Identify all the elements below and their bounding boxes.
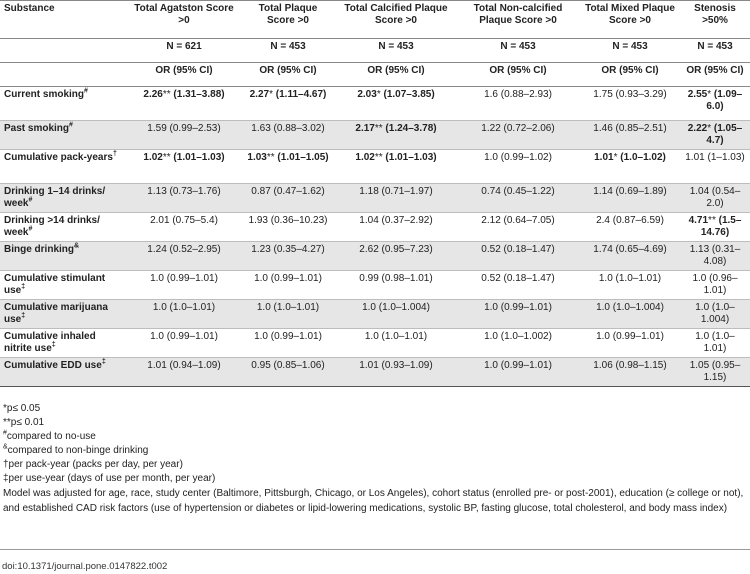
cell-significance: *	[613, 152, 618, 163]
footnote-use-year: ‡per use-year (days of use per month, per year)	[3, 473, 216, 484]
table-row	[0, 150, 750, 184]
cell-significance: **	[374, 123, 383, 134]
table-cell	[240, 87, 336, 121]
header-substance: Substance	[4, 3, 55, 14]
footnote-p05: *p≤ 0.05	[3, 403, 41, 414]
cell-ci: (1.01–1.03)	[382, 152, 437, 163]
row-label-text: Cumulative marijuana use	[4, 302, 108, 325]
n-mixed: N = 453	[612, 41, 648, 52]
row-label	[0, 300, 128, 329]
table-cell	[336, 150, 456, 184]
table-cell: 1.18 (0.71–1.97)	[336, 184, 456, 213]
row-label-mark: #	[69, 121, 73, 129]
table-cell: 1.93 (0.36–10.23)	[248, 215, 328, 226]
table-row	[0, 242, 750, 271]
table-cell: 1.0 (0.96–1.01)	[692, 273, 738, 296]
row-label-mark: †	[112, 150, 117, 158]
table-cell	[240, 150, 336, 184]
table-cell: 1.6 (0.88–2.93)	[484, 89, 552, 100]
cell-significance: *	[269, 89, 273, 100]
row-label-mark: #	[84, 87, 88, 95]
table-cell	[336, 121, 456, 150]
table-cell: 1.23 (0.35–4.27)	[240, 242, 336, 271]
table-cell: 1.01 (1–1.03)	[685, 152, 745, 163]
table-row	[0, 213, 750, 242]
or-header: OR (95% CI)	[489, 65, 547, 76]
cell-or-value: 1.01	[594, 152, 614, 163]
table-cell: 1.0 (1.0–1.004)	[580, 300, 680, 329]
footnote-no-use	[0, 430, 750, 444]
footnote-mark: &	[3, 443, 8, 451]
cell-ci: (1.5–14.76)	[700, 215, 742, 238]
table-row	[0, 271, 750, 300]
cell-or-value: 1.02	[143, 152, 163, 163]
row-label-mark: ‡	[21, 312, 26, 320]
cell-ci: (1.01–1.03)	[170, 152, 225, 163]
row-label-mark: ‡	[21, 283, 26, 291]
table-cell: 1.75 (0.93–3.29)	[593, 89, 667, 100]
row-label-mark: #	[28, 225, 33, 233]
table-header	[0, 1, 750, 87]
row-label-text: Cumulative stimulant use	[4, 273, 106, 296]
footnote-p01: **p≤ 0.01	[3, 417, 45, 428]
header-blank-or	[0, 63, 128, 87]
cell-ci: (1.24–3.78)	[382, 123, 437, 134]
cell-or-value: 2.26	[143, 89, 163, 100]
cell-or-value: 2.22	[687, 123, 708, 134]
table-cell: 1.0 (0.99–1.01)	[150, 273, 218, 284]
cell-or-value: 1.03	[247, 152, 267, 163]
header-agatston: Total Agatston Score >0	[134, 3, 234, 26]
row-label-text: Drinking 1–14 drinks/ week	[4, 186, 106, 209]
cell-ci: (1.0–1.02)	[617, 152, 666, 163]
table-cell: 0.87 (0.47–1.62)	[240, 184, 336, 213]
table-cell: 1.13 (0.31–4.08)	[680, 242, 750, 271]
table-cell: 1.0 (0.99–1.01)	[254, 331, 322, 342]
table-cell: 1.0 (0.99–1.01)	[456, 300, 580, 329]
row-label-text: Cumulative pack-years	[4, 152, 113, 163]
row-label	[0, 184, 128, 213]
cell-or-value: 1.02	[355, 152, 375, 163]
table-cell: 1.01 (0.93–1.09)	[336, 358, 456, 387]
cell-significance: **	[266, 152, 275, 163]
row-label-text: Binge drinking	[4, 244, 74, 255]
or-header: OR (95% CI)	[686, 65, 744, 76]
table-cell: 0.99 (0.98–1.01)	[359, 273, 433, 284]
table-cell	[680, 87, 750, 121]
table-row	[0, 121, 750, 150]
header-calcified: Total Calcified Plaque Score >0	[344, 3, 448, 26]
cell-or-value: 2.55	[687, 89, 708, 100]
row-label-text: Cumulative inhaled nitrite use	[4, 331, 96, 354]
table-cell: 1.46 (0.85–2.51)	[580, 121, 680, 150]
cell-ci: (1.31–3.88)	[170, 89, 225, 100]
row-label-text: Current smoking	[4, 89, 85, 100]
or-header: OR (95% CI)	[601, 65, 659, 76]
header-plaque: Total Plaque Score >0	[258, 3, 318, 26]
table-cell: 1.22 (0.72–2.06)	[456, 121, 580, 150]
table-row	[0, 184, 750, 213]
header-noncalcified: Total Non-calcified Plaque Score >0	[473, 3, 563, 26]
cell-significance: **	[162, 152, 171, 163]
table-body	[0, 87, 750, 387]
table-footnotes	[0, 402, 750, 516]
n-noncalcified: N = 453	[500, 41, 536, 52]
or-header: OR (95% CI)	[155, 65, 213, 76]
footnote-text: compared to no-use	[6, 431, 96, 442]
table-cell: 1.0 (1.0–1.01)	[364, 331, 428, 342]
table-cell: 0.52 (0.18–1.47)	[481, 273, 555, 284]
footer-rule	[0, 549, 750, 550]
table-cell	[336, 87, 456, 121]
table-cell: 1.0 (1.0–1.01)	[128, 300, 240, 329]
row-label	[0, 358, 128, 387]
cell-or-value: 2.27	[249, 89, 270, 100]
table-cell: 1.0 (0.99–1.01)	[150, 331, 218, 342]
row-label	[0, 271, 128, 300]
table-cell: 2.01 (0.75–5.4)	[150, 215, 218, 226]
row-label	[0, 213, 128, 242]
row-label-mark: #	[28, 196, 33, 204]
row-label-text: Past smoking	[4, 123, 70, 134]
table-cell: 1.0 (1.0–1.01)	[240, 300, 336, 329]
cell-significance: **	[162, 89, 171, 100]
n-stenosis: N = 453	[697, 41, 733, 52]
or-header: OR (95% CI)	[367, 65, 425, 76]
row-label	[0, 121, 128, 150]
table-cell: 2.62 (0.95–7.23)	[336, 242, 456, 271]
table-row	[0, 329, 750, 358]
table-cell	[128, 150, 240, 184]
table-cell: 1.63 (0.88–3.02)	[240, 121, 336, 150]
cell-or-value: 2.17	[355, 123, 375, 134]
table-cell: 1.24 (0.52–2.95)	[128, 242, 240, 271]
row-label	[0, 329, 128, 358]
header-mixed: Total Mixed Plaque Score >0	[585, 3, 675, 26]
row-label-mark: &	[74, 242, 80, 250]
table-cell: 2.12 (0.64–7.05)	[481, 215, 555, 226]
cell-significance: *	[376, 89, 381, 100]
table-cell: 1.74 (0.65–4.69)	[580, 242, 680, 271]
row-label-mark: ‡	[51, 341, 56, 349]
row-label-text: Drinking >14 drinks/ week	[4, 215, 100, 238]
table-cell: 1.0 (1.0–1.004)	[336, 300, 456, 329]
n-agatston: N = 621	[166, 41, 202, 52]
table-cell	[680, 121, 750, 150]
table-cell: 1.13 (0.73–1.76)	[128, 184, 240, 213]
table-cell: 1.0 (0.99–1.01)	[254, 273, 322, 284]
n-calcified: N = 453	[378, 41, 414, 52]
cell-ci: (1.05–4.7)	[706, 123, 743, 146]
footnote-pack-year: †per pack-year (packs per day, per year)	[3, 459, 183, 470]
table-cell: 1.04 (0.54–2.0)	[680, 184, 750, 213]
table-cell: 1.59 (0.99–2.53)	[128, 121, 240, 150]
row-label	[0, 87, 128, 121]
table-row	[0, 358, 750, 387]
header-stenosis: Stenosis >50%	[694, 3, 736, 26]
header-blank-n	[0, 39, 128, 63]
table-cell: 1.0 (0.99–1.02)	[484, 152, 552, 163]
row-label	[0, 242, 128, 271]
table-cell: 1.0 (1.0–1.002)	[484, 331, 552, 342]
row-label-mark: ‡	[101, 358, 106, 366]
table-cell: 1.0 (1.0–1.01)	[695, 331, 735, 354]
cell-or-value: 4.71	[688, 215, 709, 226]
table-cell	[128, 87, 240, 121]
table-cell: 1.01 (0.94–1.09)	[128, 358, 240, 387]
table-cell: 0.74 (0.45–1.22)	[456, 184, 580, 213]
table-cell: 2.4 (0.87–6.59)	[596, 215, 664, 226]
table-cell: 1.04 (0.37–2.92)	[359, 215, 433, 226]
table-cell: 1.0 (1.0–1.01)	[598, 273, 662, 284]
table-cell: 1.0 (0.99–1.01)	[456, 358, 580, 387]
table-cell: 1.0 (1.0–1.004)	[680, 300, 750, 329]
doi-label: doi:10.1371/journal.pone.0147822.t002	[2, 561, 168, 572]
cell-significance: **	[708, 215, 716, 226]
cell-or-value: 2.03	[357, 89, 377, 100]
cell-significance: **	[374, 152, 383, 163]
table-cell: 0.95 (0.85–1.06)	[240, 358, 336, 387]
n-plaque: N = 453	[270, 41, 306, 52]
table-cell: 1.05 (0.95–1.15)	[680, 358, 750, 387]
table-cell: 1.14 (0.69–1.89)	[580, 184, 680, 213]
table-row	[0, 300, 750, 329]
cell-ci: (1.01–1.05)	[274, 152, 329, 163]
or-header: OR (95% CI)	[259, 65, 317, 76]
cell-significance: *	[707, 123, 712, 134]
footnote-mark: #	[3, 429, 7, 437]
cell-significance: *	[707, 89, 712, 100]
table-cell	[580, 150, 680, 184]
row-label	[0, 150, 128, 184]
footnote-model: Model was adjusted for age, race, study center (Baltimore, Pittsburgh, Chicago, or Los Angeles), cohort status (enrolled pre- or post-2001), education (≥ college or not), and established CAD risk factors (use of hypertension or diabetes or lipid-lowering medications, systolic BP, fasting glucose, total cholesterol, and body mass index)	[3, 488, 744, 514]
cell-ci: (1.11–4.67)	[273, 89, 327, 100]
table-cell: 0.52 (0.18–1.47)	[456, 242, 580, 271]
footnote-text: compared to non-binge drinking	[7, 445, 149, 456]
footnote-non-binge	[0, 444, 750, 458]
cell-ci: (1.07–3.85)	[380, 89, 435, 100]
table-cell: 1.06 (0.98–1.15)	[580, 358, 680, 387]
cell-ci: (1.09–6.0)	[706, 89, 743, 112]
table-cell: 1.0 (0.99–1.01)	[596, 331, 664, 342]
table-row	[0, 87, 750, 121]
table-cell	[680, 213, 750, 242]
row-label-text: Cumulative EDD use	[4, 360, 102, 371]
